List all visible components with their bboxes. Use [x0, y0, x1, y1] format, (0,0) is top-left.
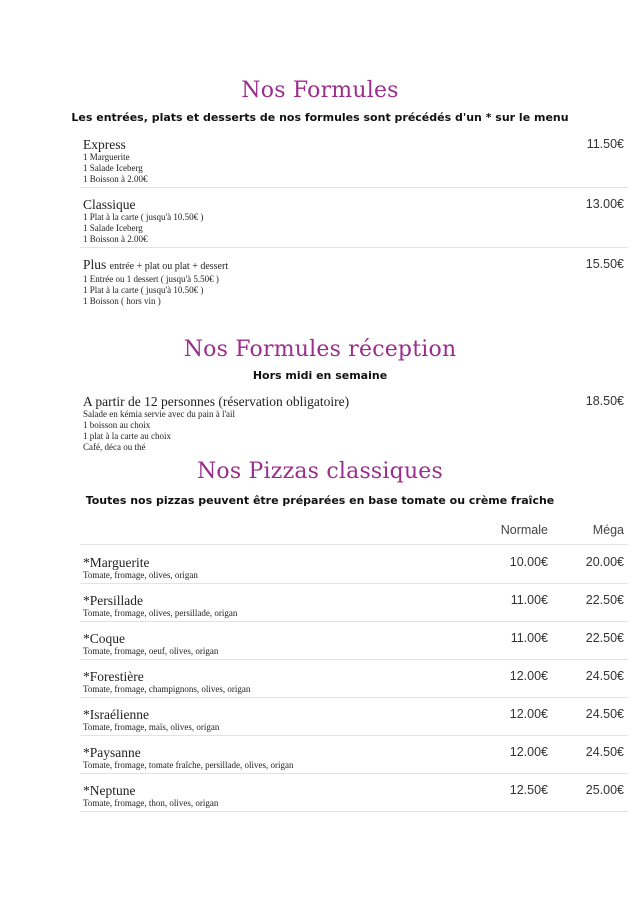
pizza-name: *Israélienne — [83, 707, 149, 722]
pizza-row — [80, 593, 628, 622]
pizza-price-mega: 20.00€ — [585, 555, 624, 569]
pizza-price-mega: 24.50€ — [585, 745, 624, 759]
formule-price: 11.50€ — [586, 137, 624, 151]
pizza-price-mega: 24.50€ — [585, 707, 624, 721]
formule-name — [80, 257, 628, 274]
formule-detail: 1 Boisson ( hors vin ) — [83, 296, 161, 306]
pizza-row — [80, 707, 628, 736]
pizza-row — [80, 631, 628, 660]
pizzas-header-row — [80, 523, 628, 545]
formule-detail: 1 Plat à la carte ( jusqu'à 10.50€ ) — [83, 285, 204, 295]
formule-detail: 1 Salade Iceberg — [83, 223, 143, 233]
pizza-price-normal: 12.50€ — [509, 783, 548, 797]
pizza-price-normal: 12.00€ — [509, 707, 548, 721]
formule-name-text: Plus — [83, 257, 107, 272]
pizza-name: *Coque — [83, 631, 125, 646]
pizza-price-normal: 11.00€ — [510, 631, 548, 645]
formule-detail: 1 Boisson à 2.00€ — [83, 174, 148, 184]
pizza-ingredients: Tomate, fromage, maïs, olives, origan — [83, 722, 220, 732]
formule-detail: 1 Entrée ou 1 dessert ( jusqu'à 5.50€ ) — [83, 274, 219, 284]
pizza-price-mega: 22.50€ — [585, 631, 624, 645]
reception-price: 18.50€ — [585, 394, 624, 408]
pizza-ingredients: Tomate, fromage, olives, persillade, origan — [83, 608, 238, 618]
pizzas-section — [0, 459, 640, 812]
pizza-ingredients: Tomate, fromage, tomate fraîche, persillade, olives, origan — [83, 760, 294, 770]
reception-section — [0, 337, 640, 452]
pizza-name: *Neptune — [83, 783, 136, 798]
reception-detail: 1 boisson au choix — [83, 420, 151, 430]
pizza-price-normal: 11.00€ — [510, 593, 548, 607]
formule-price: 13.00€ — [585, 197, 624, 211]
formule-name: Express — [83, 137, 126, 152]
reception-subtitle: Hors midi en semaine — [252, 369, 388, 382]
formule-detail: 1 Salade Iceberg — [83, 163, 143, 173]
pizza-name: *Marguerite — [83, 555, 150, 570]
reception-detail: Salade en kémia servie avec du pain à l'ail — [83, 409, 236, 419]
formules-section — [0, 78, 640, 308]
formule-detail: 1 Marguerite — [83, 152, 130, 162]
pizza-price-normal: 12.00€ — [509, 669, 548, 683]
pizza-row — [80, 669, 628, 698]
pizza-price-mega: 24.50€ — [585, 669, 624, 683]
formule-detail: 1 Boisson à 2.00€ — [83, 234, 148, 244]
pizza-row — [80, 745, 628, 774]
pizza-ingredients: Tomate, fromage, oeuf, olives, origan — [83, 646, 219, 656]
pizza-price-normal: 10.00€ — [509, 555, 548, 569]
formule-row — [80, 137, 628, 188]
formule-row — [80, 197, 628, 248]
pizza-price-normal: 12.00€ — [509, 745, 548, 759]
formules-title: Nos Formules — [241, 78, 399, 103]
pizza-row — [80, 555, 628, 584]
reception-detail: Café, déca ou thé — [83, 442, 146, 452]
pizza-row — [80, 783, 628, 812]
pizza-name: *Forestière — [83, 669, 144, 684]
pizza-ingredients: Tomate, fromage, champignons, olives, origan — [83, 684, 251, 694]
formule-price: 15.50€ — [585, 257, 624, 271]
pizzas-subtitle: Toutes nos pizzas peuvent être préparées en base tomate ou crème fraîche — [85, 494, 555, 507]
pizza-price-mega: 22.50€ — [585, 593, 624, 607]
formule-row — [80, 257, 628, 308]
reception-row — [80, 394, 628, 452]
formules-subtitle: Les entrées, plats et desserts de nos formules sont précédés d'un * sur le menu — [71, 111, 569, 124]
pizza-ingredients: Tomate, fromage, thon, olives, origan — [83, 798, 219, 808]
pizza-ingredients: Tomate, fromage, olives, origan — [83, 570, 198, 580]
reception-title: Nos Formules réception — [183, 337, 457, 362]
formule-detail: 1 Plat à la carte ( jusqu'à 10.50€ ) — [83, 212, 204, 222]
pizza-name: *Paysanne — [83, 745, 141, 760]
formule-note: entrée + plat ou plat + dessert — [109, 261, 229, 272]
pizza-name: *Persillade — [83, 593, 143, 608]
formule-name: Classique — [83, 197, 136, 212]
pizzas-title: Nos Pizzas classiques — [196, 459, 444, 484]
pizza-price-mega: 25.00€ — [585, 783, 624, 797]
reception-detail: 1 plat à la carte au choix — [83, 431, 171, 441]
col-mega-header: Méga — [592, 523, 624, 537]
reception-name: A partir de 12 personnes (réservation obligatoire) — [83, 394, 350, 409]
col-normal-header: Normale — [500, 523, 548, 537]
